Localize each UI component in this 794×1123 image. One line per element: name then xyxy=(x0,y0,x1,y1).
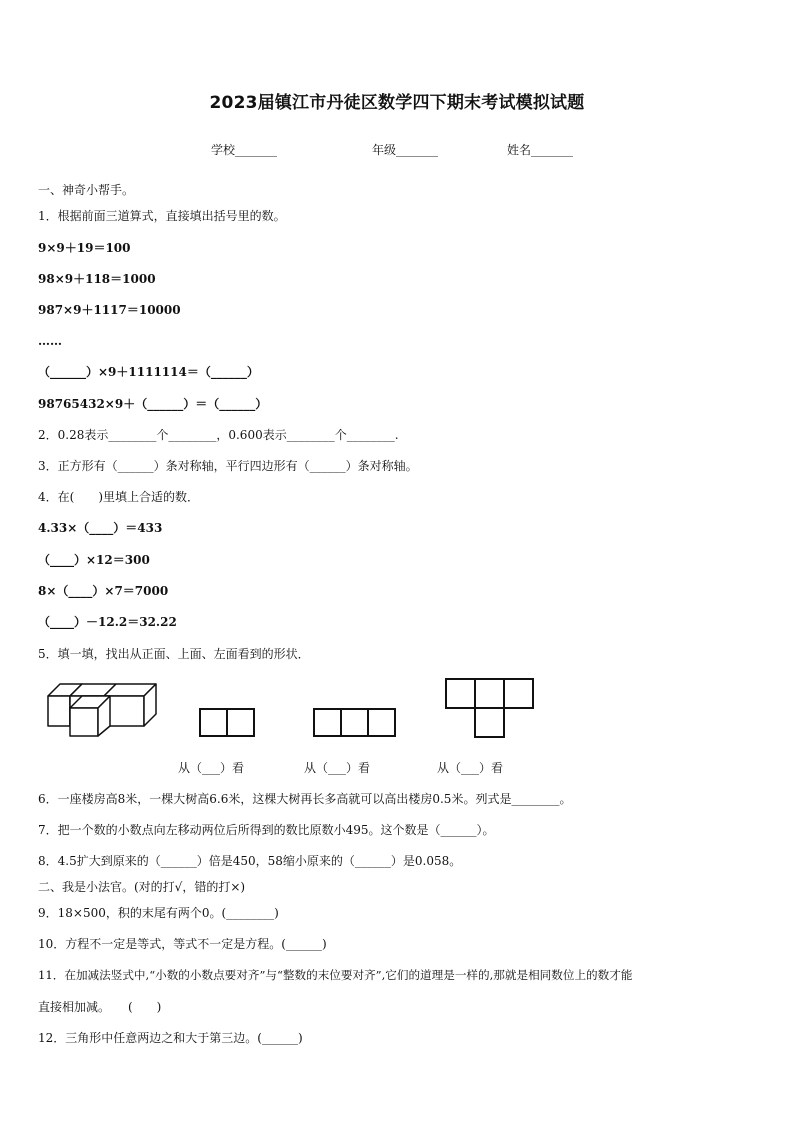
question-11-continued: 直接相加减。 ( ) xyxy=(38,1000,162,1014)
page-title: 2023届镇江市丹徒区数学四下期末考试模拟试题 xyxy=(209,93,585,113)
question-2: 2．0.28表示________个________，0.600表示________个________. xyxy=(38,428,399,442)
cube-stack-figure xyxy=(44,680,160,740)
caption-view-3: 从（___）看 xyxy=(437,761,504,775)
equation-9: （____）－12.2＝32.22 xyxy=(38,615,177,629)
question-5: 5．填一填，找出从正面、上面、左面看到的形状． xyxy=(38,647,310,661)
two-square-view xyxy=(198,707,256,739)
equation-1: 9×9＋19＝100 xyxy=(38,241,131,255)
ellipsis: …… xyxy=(38,334,62,348)
question-10: 10．方程不一定是等式，等式不一定是方程。(______) xyxy=(38,937,327,951)
equation-6: 4.33×（____）＝433 xyxy=(38,521,163,535)
section-2-heading: 二、我是小法官。(对的打√，错的打×) xyxy=(38,880,246,894)
question-7: 7．把一个数的小数点向左移动两位后所得到的数比原数小495。这个数是（______）。 xyxy=(38,823,495,837)
question-3: 3．正方形有（______）条对称轴，平行四边形有（______）条对称轴。 xyxy=(38,459,418,473)
question-12: 12．三角形中任意两边之和大于第三边。(______) xyxy=(38,1031,303,1045)
caption-view-1: 从（___）看 xyxy=(178,761,245,775)
three-square-view xyxy=(312,707,398,739)
grade-field: 年级_______ xyxy=(372,143,439,157)
equation-2: 98×9＋118＝1000 xyxy=(38,272,156,286)
equation-7: （____）×12＝300 xyxy=(38,553,150,567)
question-9: 9．18×500，积的末尾有两个0。(________) xyxy=(38,906,279,920)
section-1-heading: 一、神奇小帮手。 xyxy=(38,183,135,197)
equation-5: 98765432×9＋（______）＝（______） xyxy=(38,397,268,411)
equation-8: 8×（____）×7＝7000 xyxy=(38,584,169,598)
school-field: 学校_______ xyxy=(211,143,278,157)
question-6: 6．一座楼房高8米，一棵大树高6.6米，这棵大树再长多高就可以高出楼房0.5米。列式是________。 xyxy=(38,792,572,806)
equation-4: （______）×9＋1111114＝（______） xyxy=(38,365,259,379)
t-shape-view xyxy=(444,677,536,739)
question-11: 11．在加减法竖式中,“小数的小数点要对齐”与“整数的末位要对齐”,它们的道理是一样的,那就是相同数位上的数才能 xyxy=(38,968,633,982)
question-1: 1．根据前面三道算式，直接填出括号里的数。 xyxy=(38,209,286,223)
question-8: 8．4.5扩大到原来的（______）倍是450，58缩小原来的（______）是0.058。 xyxy=(38,854,462,868)
equation-3: 987×9＋1117＝10000 xyxy=(38,303,181,317)
caption-view-2: 从（___）看 xyxy=(304,761,371,775)
name-field: 姓名_______ xyxy=(507,143,574,157)
question-4: 4．在( )里填上合适的数． xyxy=(38,490,199,504)
